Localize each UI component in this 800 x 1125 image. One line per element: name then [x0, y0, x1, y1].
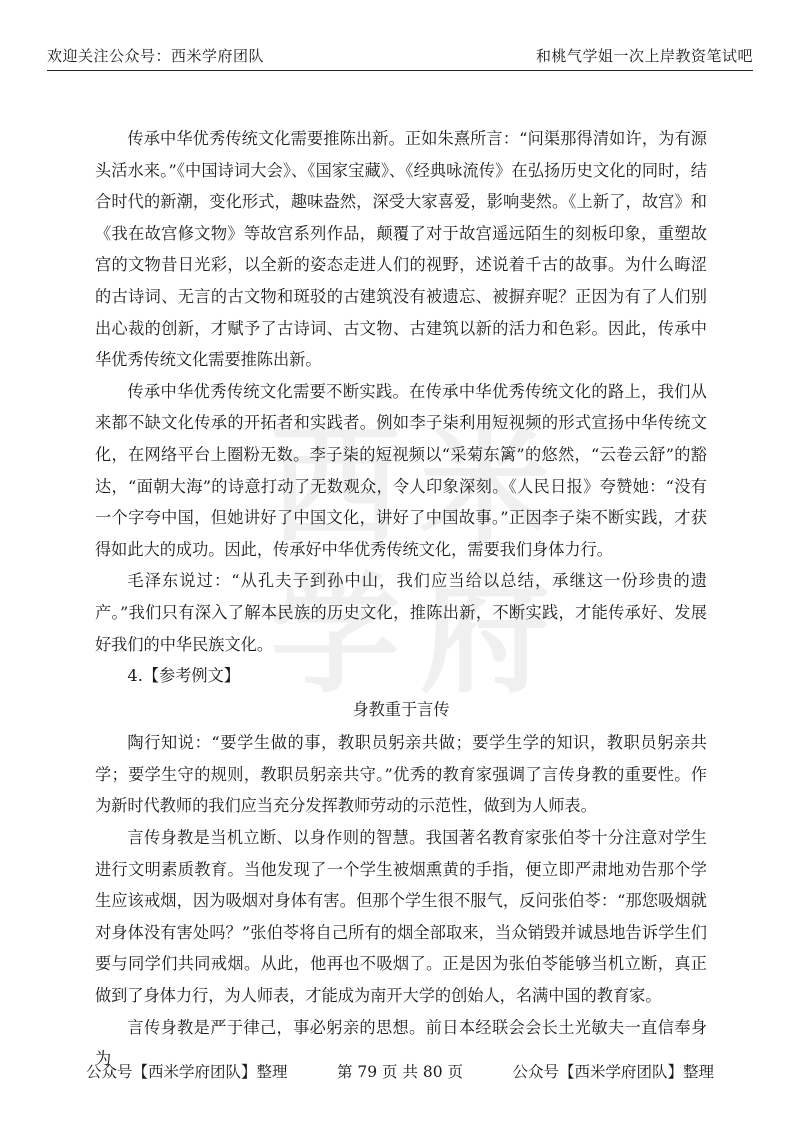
page-header: [47, 40, 753, 71]
essay-title: 身教重于言传: [352, 699, 450, 719]
paragraph: 言传身教是严于律己，事必躬亲的思想。前日本经联会会长土光敏夫一直信奉身为: [95, 1017, 707, 1069]
header-left-text: 欢迎关注公众号：西米学府团队: [47, 46, 265, 65]
footer-right-text: 公众号【西米学府团队】整理: [512, 1063, 714, 1081]
watermark-char: 西: [270, 409, 401, 561]
paragraph: 传承中华优秀传统文化需要不断实践。在传承中华优秀传统文化的路上，我们从来都不缺文化传承的开拓者和实践者。例如李子柒利用短视频的形式宣扬中华传统文化，在网络平台上圈粉无数。李子柒的短视频以“采菊东篱”的悠然，“云卷云舒”的豁达，“面朝大海”的诗意打动了无数观众，令人印象深刻。《人民日报》夸赞她：“没有一个字夸中国，但她讲好了中国文化，讲好了中国故事。”正因李子柒不断实践，才获得如此大的成功。因此，传承好中华优秀传统文化，需要我们身体力行。: [95, 381, 707, 559]
page-footer: [86, 1060, 714, 1082]
paragraph: 毛泽东说过：“从孔夫子到孙中山，我们应当给以总结，承继这一份珍贵的遗产。”我们只有深入了解本民族的历史文化，推陈出新，不断实践，才能传承好、发展好我们的中华民族文化。: [95, 571, 707, 654]
watermark-char: 米: [420, 409, 551, 561]
watermark-char: 学: [270, 559, 401, 711]
section-label: 4.【参考例文】: [127, 666, 240, 686]
page-number: 第 79 页 共 80 页: [336, 1063, 464, 1081]
header-right-text: 和桃气学姐一次上岸教资笔试吧: [535, 46, 753, 65]
watermark-char: 府: [420, 559, 551, 711]
paragraph: 言传身教是当机立断、以身作则的智慧。我国著名教育家张伯苓十分注意对学生进行文明素质教育。当他发现了一个学生被烟熏黄的手指，便立即严肃地劝告那个学生应该戒烟，因为吸烟对身体有害。但那个学生很不服气，反问张伯苓：“那您吸烟就对身体没有害处吗？”张伯苓将自己所有的烟全部取来，当众销毁并诚恳地告诉学生们要与同学们共同戒烟。从此，他再也不吸烟了。正是因为张伯苓能够当机立断，真正做到了身体力行，为人师表，才能成为南开大学的创始人，名满中国的教育家。: [95, 828, 707, 1006]
paragraph: 传承中华优秀传统文化需要推陈出新。正如朱熹所言：“问渠那得清如许，为有源头活水来。”《中国诗词大会》、《国家宝藏》、《经典咏流传》在弘扬历史文化的同时，结合时代的新潮，变化形式，趣味盎然，深受大家喜爱，影响斐然。《上新了，故宫》和《我在故宫修文物》等故宫系列作品，颠覆了对于故宫遥远陌生的刻板印象，重塑故宫的文物昔日光彩，以全新的姿态走进人们的视野，述说着千古的故事。为什么晦涩的古诗词、无言的古文物和斑驳的古建筑没有被遗忘、被摒弃呢？正因为有了人们别出心裁的创新，才赋予了古诗词、古文物、古建筑以新的活力和色彩。因此，传承中华优秀传统文化需要推陈出新。: [95, 129, 707, 370]
footer-left-text: 公众号【西米学府团队】整理: [86, 1063, 288, 1081]
paragraph: 陶行知说：“要学生做的事，教职员躬亲共做；要学生学的知识，教职员躬亲共学；要学生守的规则，教职员躬亲共守。”优秀的教育家强调了言传身教的重要性。作为新时代教师的我们应当充分发挥教师劳动的示范性，做到为人师表。: [95, 733, 707, 816]
document-body: [95, 123, 707, 1075]
